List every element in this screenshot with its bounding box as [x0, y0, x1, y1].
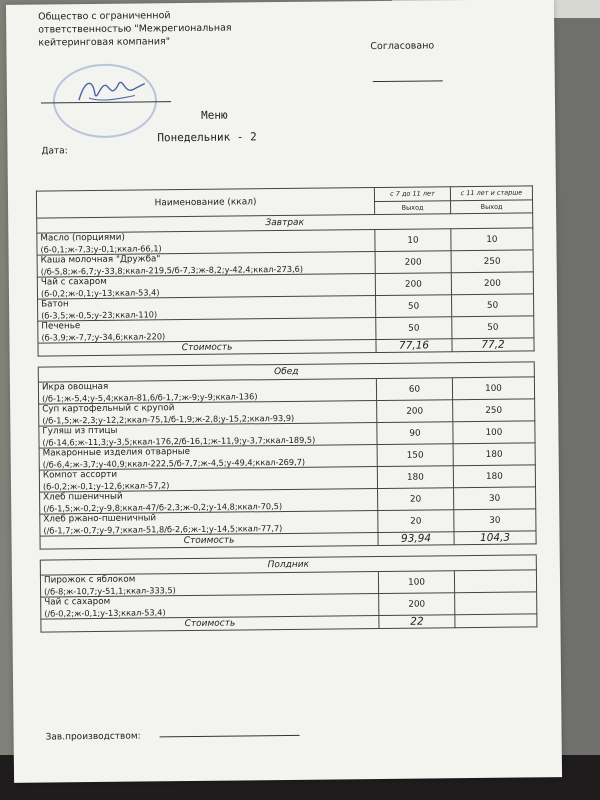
portion-age-2: 30 [454, 487, 536, 510]
portion-age-2: 180 [453, 443, 535, 466]
dish-nutrition: (/б-6,4;ж-3,7;у-40,9;ккал-222,5/б-7,7;ж-4,5;у-49,4;ккал-269,7) [42, 456, 306, 470]
dish-name: Гуляш из птицы [42, 425, 118, 437]
portion-age-2: 250 [451, 250, 533, 273]
portion-age-1: 10 [375, 229, 451, 252]
menu-sheet [6, 0, 562, 783]
portion-age-2: 100 [453, 421, 535, 444]
cost-age-1: 93,94 [378, 532, 454, 546]
portion-age-1: 150 [377, 444, 453, 467]
portion-age-1: 200 [379, 593, 455, 616]
cost-age-2 [455, 614, 537, 628]
portion-age-1: 90 [377, 422, 453, 445]
portion-age-2: 100 [452, 377, 534, 400]
portion-age-2: 50 [452, 316, 534, 339]
portion-age-2: 50 [452, 294, 534, 317]
dish-name: Хлеб ржано-пшеничный [43, 513, 157, 525]
dish-nutrition: (/б-1,5;ж-2,3;у-12,2;ккал-75,1/б-1,9;ж-2,8;у-15,2;ккал-93,9) [42, 412, 295, 426]
menu-table [36, 185, 538, 632]
cost-label: Стоимость [38, 340, 376, 357]
dish-name: Масло (порциями) [40, 232, 126, 244]
organization-line: ответственностью "Межрегиональная [38, 22, 232, 36]
dish-name: Чай с сахаром [40, 276, 107, 288]
organization-header [38, 8, 288, 50]
header-exit-2: Выход [451, 199, 533, 213]
cost-age-2: 77,2 [452, 338, 534, 352]
section-title: Обед [38, 362, 534, 382]
dish-name: Каша молочная "Дружба" [40, 254, 161, 266]
footer-signature-line [160, 735, 300, 737]
section-title: Полдник [40, 555, 536, 575]
portion-age-2 [454, 570, 536, 593]
portion-age-1: 50 [376, 295, 452, 318]
portion-age-1: 20 [378, 510, 454, 533]
cost-age-2: 104,3 [454, 531, 536, 545]
cost-label: Стоимость [40, 533, 378, 550]
dish-name: Хлеб пшеничный [43, 491, 123, 503]
dish-name: Батон [41, 299, 69, 310]
dish-nutrition: (б-0,2;ж-0,1;у-13;ккал-53,4) [40, 287, 160, 299]
portion-age-2 [455, 592, 537, 615]
portion-age-2: 200 [451, 272, 533, 295]
cost-age-1: 77,16 [376, 339, 452, 353]
approval-label: Согласовано [370, 40, 435, 53]
dish-name: Суп картофельный с крупой [42, 403, 175, 415]
dish-nutrition: (б-3,5;ж-0,5;у-23;ккал-110) [41, 309, 158, 321]
portion-age-1: 180 [377, 466, 453, 489]
dish-nutrition: (б-0,2;ж-0,1;у-12,6;ккал-57,2) [42, 480, 170, 492]
dish-name: Печенье [41, 321, 81, 332]
dish-nutrition: (/б-0,2;ж-0,1;у-13;ккал-53,4) [44, 607, 166, 619]
dish-name: Макаронные изделия отварные [42, 446, 191, 459]
menu-table-wrapper [36, 185, 537, 632]
dish-nutrition: (/б-5,8;ж-6,7;у-33,8;ккал-219,5/б-7,3;ж-8,2;у-42,4;ккал-273,6) [40, 263, 304, 277]
dish-name: Икра овощная [41, 381, 109, 393]
dish-name: Компот ассорти [42, 469, 118, 481]
portion-age-2: 250 [453, 399, 535, 422]
dish-nutrition: (/б-8;ж-10,7;у-51,1;ккал-333,5) [44, 585, 176, 597]
portion-age-1: 200 [375, 251, 451, 274]
header-age-1: с 7 до 11 лет [374, 187, 450, 201]
portion-age-1: 100 [378, 571, 454, 594]
portion-age-2: 180 [453, 465, 535, 488]
header-name: Наименование (ккал) [36, 188, 374, 219]
header-exit-1: Выход [375, 200, 451, 214]
dish-nutrition: (/б-1,7;ж-0,7;у-9,7;ккал-51,8/б-2,6;ж-1;у-14,5;ккал-77,7) [43, 523, 283, 536]
approval-signature-line [373, 80, 443, 82]
dish-nutrition: (б-0,1;ж-7,3;у-0,1;ккал-66,1) [40, 243, 162, 255]
page-subtitle: Понедельник - 2 [157, 130, 257, 145]
footer-label: Зав.производством: [45, 731, 141, 743]
cost-age-1: 22 [379, 615, 455, 629]
portion-age-2: 30 [454, 509, 536, 532]
portion-age-1: 20 [378, 488, 454, 511]
organization-line: кейтеринговая компания" [38, 36, 171, 49]
portion-age-1: 200 [377, 400, 453, 423]
portion-age-2: 10 [451, 228, 533, 251]
page-title: Меню [201, 108, 228, 122]
cost-label: Стоимость [41, 616, 379, 633]
section-title: Завтрак [37, 213, 533, 233]
dish-nutrition: (б-3,9;ж-7,7;у-34,6;ккал-220) [41, 331, 166, 343]
dish-nutrition: (/б-1,5;ж-0,2;у-9,8;ккал-47/б-2,3;ж-0,2;у-14,8;ккал-70,5) [43, 501, 283, 514]
header-age-2: с 11 лет и старше [450, 186, 532, 200]
portion-age-1: 60 [376, 378, 452, 401]
portion-age-1: 50 [376, 317, 452, 340]
dish-name: Чай с сахаром [44, 596, 111, 608]
dish-nutrition: (/б-14,6;ж-11,3;у-3,5;ккал-176,2/б-16,1;ж-11,9;у-3,7;ккал-189,5) [42, 434, 316, 448]
dish-nutrition: (/б-1;ж-5,4;у-5,4;ккал-81,6/б-1,7;ж-9;у-9;ккал-136) [42, 391, 258, 404]
dish-name: Пирожок с яблоком [43, 574, 136, 586]
organization-line: Общество с ограниченной [38, 10, 171, 23]
date-label: Дата: [41, 146, 68, 157]
portion-age-1: 200 [375, 273, 451, 296]
